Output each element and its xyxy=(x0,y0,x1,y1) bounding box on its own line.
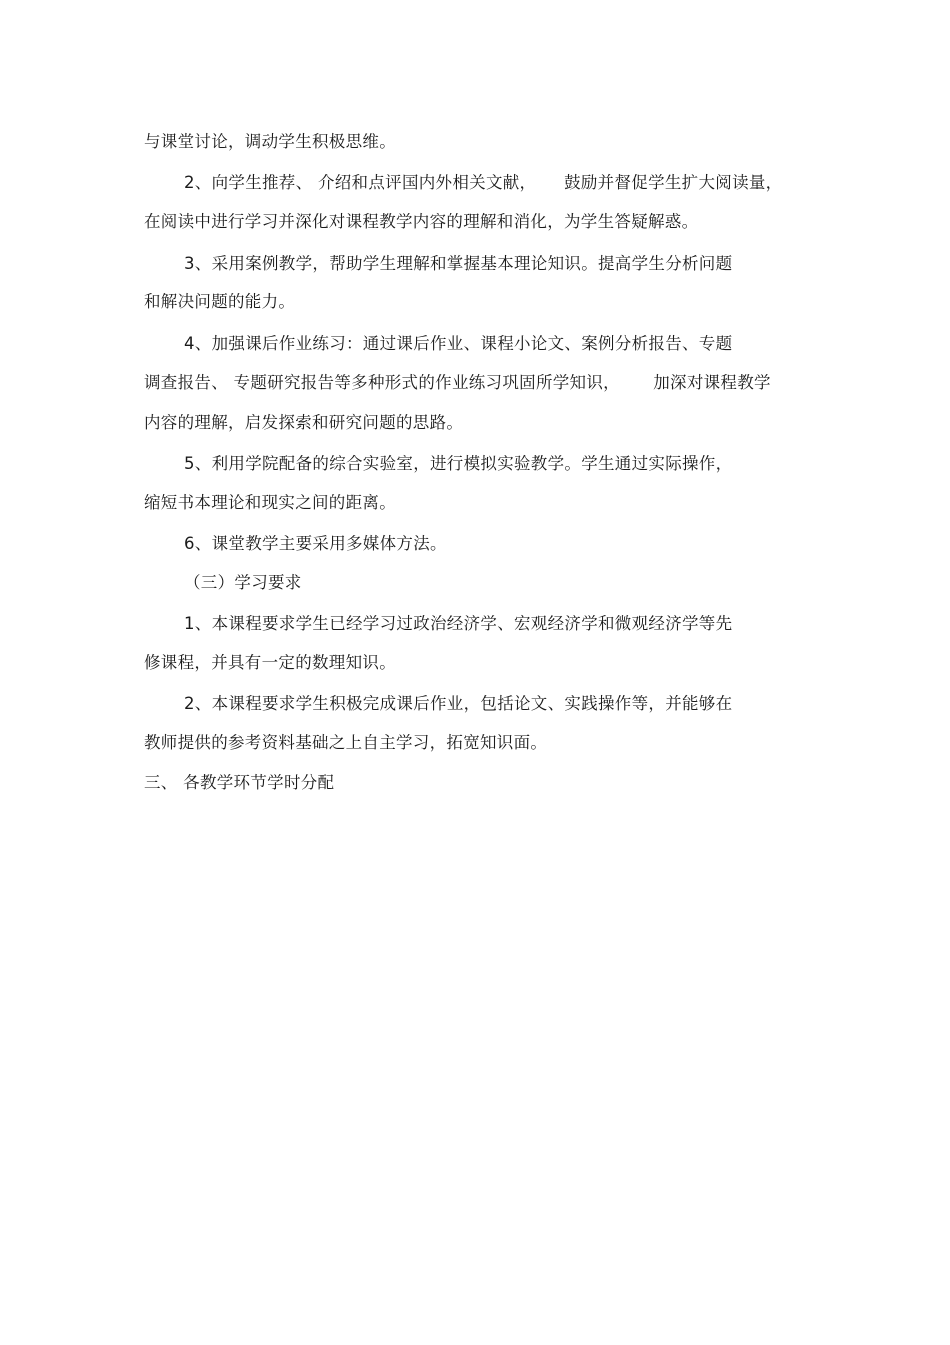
paragraph-line: 6、课堂教学主要采用多媒体方法。 xyxy=(184,534,447,553)
paragraph-line: 3、采用案例教学，帮助学生理解和掌握基本理论知识。提高学生分析问题 xyxy=(184,254,733,273)
paragraph-line: 调查报告、 专题研究报告等多种形式的作业练习巩固所学知识， 加深对课程教学 xyxy=(144,373,771,392)
paragraph-line: 在阅读中进行学习并深化对课程教学内容的理解和消化，为学生答疑解惑。 xyxy=(144,212,699,231)
paragraph-line: 和解决问题的能力。 xyxy=(144,292,296,311)
section-heading: 三、 各教学环节学时分配 xyxy=(144,773,335,792)
paragraph-line: 与课堂讨论，调动学生积极思维。 xyxy=(144,132,396,151)
paragraph-line: 4、加强课后作业练习：通过课后作业、课程小论文、案例分析报告、专题 xyxy=(184,334,733,353)
section-subheading: （三）学习要求 xyxy=(184,573,302,592)
paragraph-line: 2、向学生推荐、 介绍和点评国内外相关文献， 鼓励并督促学生扩大阅读量， xyxy=(184,173,783,192)
paragraph-line: 5、利用学院配备的综合实验室，进行模拟实验教学。学生通过实际操作， xyxy=(184,454,733,473)
paragraph-line: 2、本课程要求学生积极完成课后作业，包括论文、实践操作等，并能够在 xyxy=(184,694,733,713)
paragraph-line: 1、本课程要求学生已经学习过政治经济学、宏观经济学和微观经济学等先 xyxy=(184,614,733,633)
paragraph-line: 内容的理解，启发探索和研究问题的思路。 xyxy=(144,413,464,432)
paragraph-line: 教师提供的参考资料基础之上自主学习，拓宽知识面。 xyxy=(144,733,548,752)
paragraph-line: 缩短书本理论和现实之间的距离。 xyxy=(144,493,396,512)
paragraph-line: 修课程，并具有一定的数理知识。 xyxy=(144,653,396,672)
